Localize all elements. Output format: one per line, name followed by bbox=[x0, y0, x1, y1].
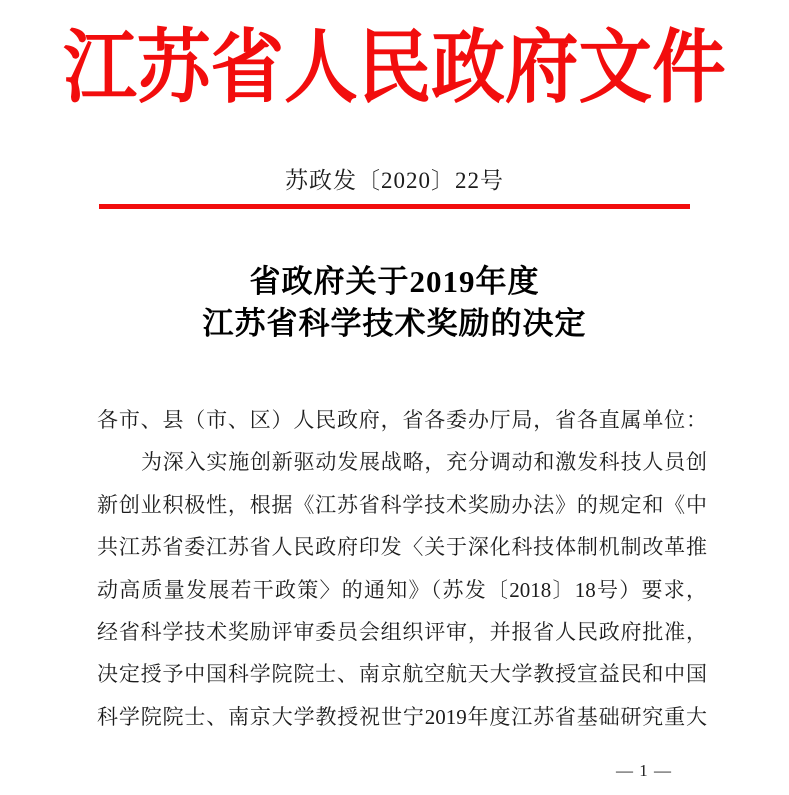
body-line: 新创业积极性，根据《江苏省科学技术奖励办法》的规定和《中 bbox=[97, 492, 707, 517]
document-body bbox=[97, 399, 707, 738]
document-title-line2: 江苏省科学技术奖励的决定 bbox=[202, 306, 587, 341]
page-number: — 1 — bbox=[616, 761, 672, 780]
body-line: 动高质量发展若干政策〉的通知》（苏发〔2018〕18号）要求， bbox=[97, 577, 707, 602]
body-line: 科学院院士、南京大学教授祝世宁2019年度江苏省基础研究重大 bbox=[97, 704, 707, 729]
body-line: 共江苏省委江苏省人民政府印发〈关于深化科技体制机制改革推 bbox=[97, 535, 707, 560]
body-line: 为深入实施创新驱动发展战略，充分调动和激发科技人员创 bbox=[141, 450, 707, 475]
body-line-salutation: 各市、县（市、区）人民政府，省各委办厅局，省各直属单位： bbox=[97, 408, 707, 432]
body-line: 经省科学技术奖励评审委员会组织评审，并报省人民政府批准， bbox=[97, 619, 707, 644]
document-title bbox=[0, 261, 789, 345]
document-title-line1: 省政府关于2019年度 bbox=[249, 264, 540, 299]
document-header-title: 江苏省人民政府文件 bbox=[63, 25, 726, 113]
document-number: 苏政发〔2020〕22号 bbox=[285, 168, 504, 193]
body-line: 决定授予中国科学院院士、南京航空航天大学教授宣益民和中国 bbox=[97, 662, 707, 687]
header-divider-line bbox=[99, 204, 690, 209]
